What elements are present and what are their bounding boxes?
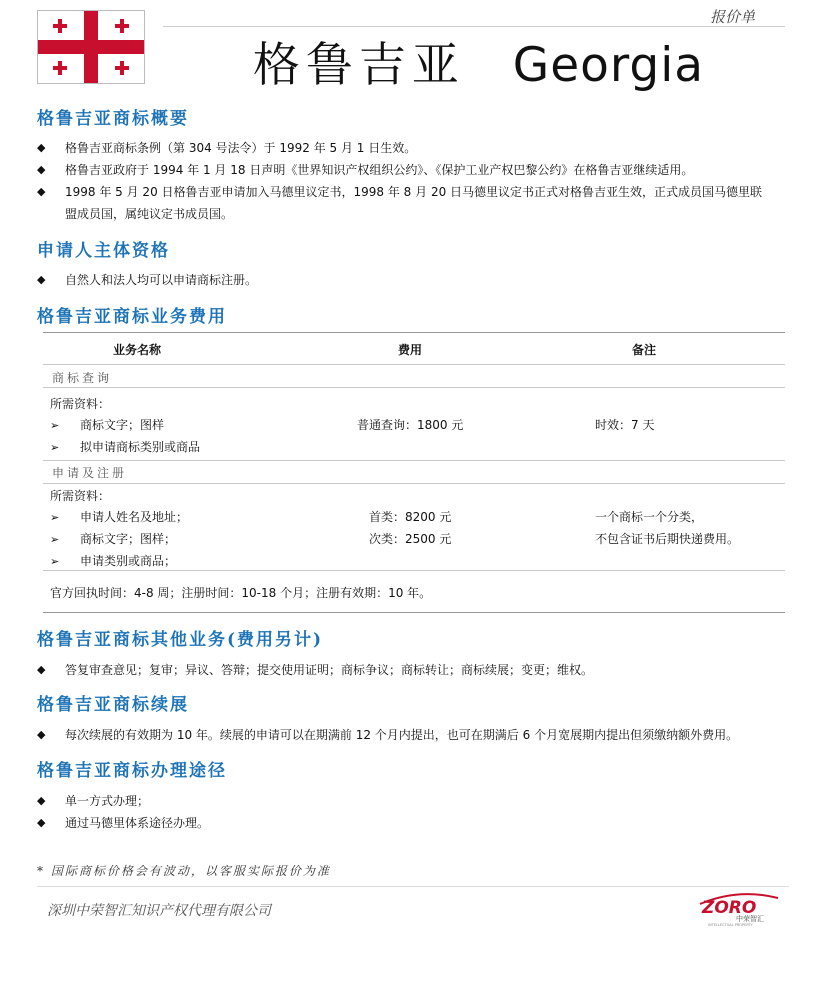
table-row: ➢ 申请人姓名及地址； xyxy=(50,510,189,524)
timeline-text: 官方回执时间：4-8 周；注册时间：10-18 个月；注册有效期：10 年。 xyxy=(50,586,432,600)
list-item: ◆ 通过马德里体系途径办理。 xyxy=(37,812,787,834)
diamond-bullet-icon: ◆ xyxy=(37,816,46,829)
table-subheader-registration: 申请及注册 xyxy=(52,466,128,480)
materials-label: 所需资料： xyxy=(50,397,111,411)
company-logo-icon xyxy=(698,892,780,926)
diamond-bullet-icon: ◆ xyxy=(37,163,46,176)
table-row: ➢ 商标文字；图样； xyxy=(50,532,177,546)
footer-divider xyxy=(37,886,789,887)
overview-heading: 格鲁吉亚商标概要 xyxy=(37,109,189,129)
logo-wordmark: ZORO xyxy=(702,898,757,918)
diamond-bullet-icon: ◆ xyxy=(37,185,46,198)
table-divider xyxy=(43,570,785,571)
table-subheader-search: 商标查询 xyxy=(52,371,113,385)
arrow-bullet-icon: ➢ xyxy=(50,441,60,454)
registration-remark: 不包含证书后期快递费用。 xyxy=(595,532,740,546)
list-item: ◆ 自然人和法人均可以申请商标注册。 xyxy=(37,269,787,291)
page-title-zh: 格鲁吉亚 xyxy=(252,38,465,93)
list-item-continuation: 盟成员国，属纯议定书成员国。 xyxy=(65,207,234,221)
price-disclaimer: * 国际商标价格会有波动，以客服实际报价为准 xyxy=(37,864,331,878)
list-item: ◆ 格鲁吉亚政府于 1994 年 1 月 18 日声明《世界知识产权组织公约》、《保护工业产权巴黎公约》在格鲁吉亚继续适用。 xyxy=(37,159,787,181)
header-divider xyxy=(163,26,785,27)
list-item: ◆ 格鲁吉亚商标条例（第 304 号法令）于 1992 年 5 月 1 日生效。 xyxy=(37,137,787,159)
table-row: ➢ 申请类别或商品； xyxy=(50,554,177,568)
renewal-heading: 格鲁吉亚商标续展 xyxy=(37,695,189,715)
page-title-en: Georgia xyxy=(512,38,705,93)
table-divider xyxy=(43,364,785,365)
diamond-bullet-icon: ◆ xyxy=(37,663,46,676)
table-top-border xyxy=(43,332,785,333)
table-row: ➢ 拟申请商标类别或商品 xyxy=(50,440,201,454)
search-fee: 普通查询：1800 元 xyxy=(357,418,464,432)
first-class-fee: 首类：8200 元 xyxy=(369,510,452,524)
table-row: ➢ 商标文字；图样 xyxy=(50,418,165,432)
diamond-bullet-icon: ◆ xyxy=(37,794,46,807)
arrow-bullet-icon: ➢ xyxy=(50,555,60,568)
document-type-label: 报价单 xyxy=(710,8,756,26)
table-divider xyxy=(43,387,785,388)
list-item: ◆ 1998 年 5 月 20 日格鲁吉亚申请加入马德里议定书，1998 年 8 月 20 日马德里议定书正式对格鲁吉亚生效，正式成员国马德里联 xyxy=(37,181,787,203)
registration-remark: 一个商标一个分类， xyxy=(595,510,704,524)
fees-heading: 格鲁吉亚商标业务费用 xyxy=(37,307,227,327)
other-services-heading: 格鲁吉亚商标其他业务(费用另计) xyxy=(37,630,324,650)
additional-class-fee: 次类：2500 元 xyxy=(369,532,452,546)
company-name: 深圳中荣智汇知识产权代理有限公司 xyxy=(47,903,271,919)
list-item: ◆ 单一方式办理； xyxy=(37,790,787,812)
list-item: ◆ 每次续展的有效期为 10 年。续展的申请可以在期满前 12 个月内提出，也可在期满后 6 个月宽展期内提出但须缴纳额外费用。 xyxy=(37,724,787,746)
eligibility-heading: 申请人主体资格 xyxy=(37,241,170,261)
arrow-bullet-icon: ➢ xyxy=(50,533,60,546)
diamond-bullet-icon: ◆ xyxy=(37,273,46,286)
table-divider xyxy=(43,460,785,461)
logo-subtext: 中荣智汇 xyxy=(736,915,764,923)
diamond-bullet-icon: ◆ xyxy=(37,728,46,741)
page-title xyxy=(0,28,827,95)
arrow-bullet-icon: ➢ xyxy=(50,419,60,432)
arrow-bullet-icon: ➢ xyxy=(50,511,60,524)
table-bottom-border xyxy=(43,612,785,613)
list-item: ◆ 答复审查意见；复审；异议、答辩；提交使用证明；商标争议；商标转让；商标续展；变更；维权。 xyxy=(37,659,787,681)
column-header-fee: 费用 xyxy=(398,343,423,357)
channels-heading: 格鲁吉亚商标办理途径 xyxy=(37,761,227,781)
column-header-remark: 备注 xyxy=(632,343,657,357)
search-remark: 时效：7 天 xyxy=(595,418,655,432)
table-divider xyxy=(43,483,785,484)
logo-tagline: INTELLECTUAL PROPERTY xyxy=(708,923,753,926)
column-header-service: 业务名称 xyxy=(113,343,162,357)
materials-label: 所需资料： xyxy=(50,489,111,503)
diamond-bullet-icon: ◆ xyxy=(37,141,46,154)
